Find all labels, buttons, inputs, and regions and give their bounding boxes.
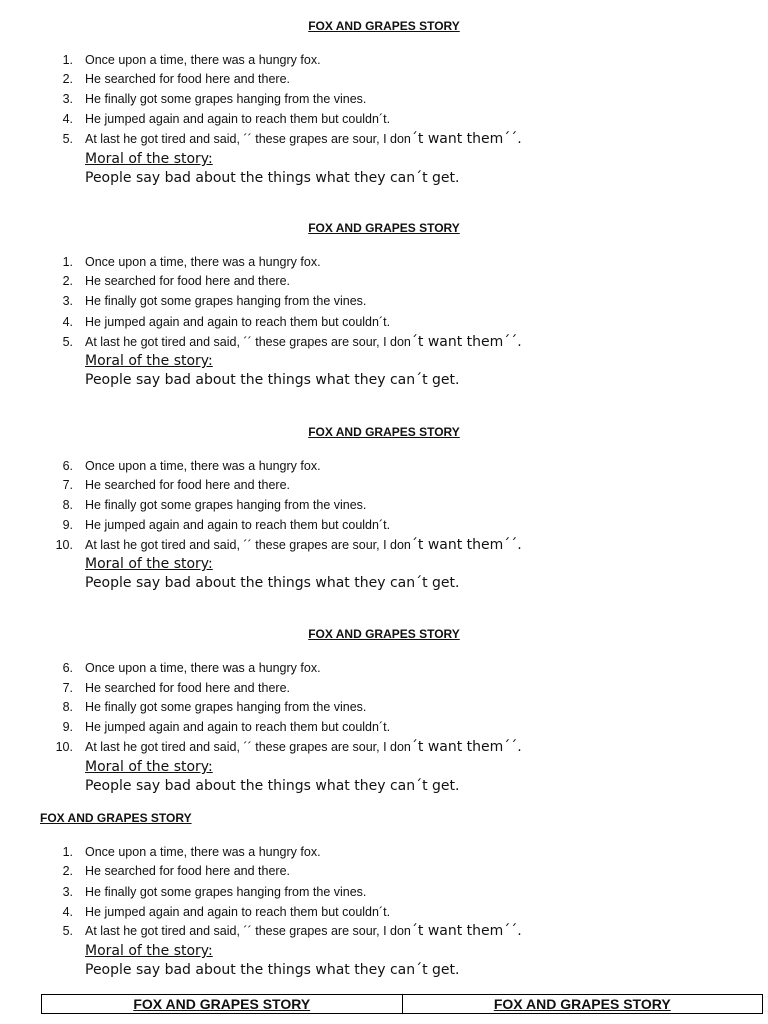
item-text: He finally got some grapes hanging from the vines. [85,498,367,512]
table-cell-left: FOX AND GRAPES STORY [133,996,311,1012]
item-number: 4. [62,315,73,329]
moral-label: Moral of the story: [85,353,213,369]
item-number: 2. [62,864,73,878]
moral-text: People say bad about the things what they can´t get. [85,575,460,591]
item-number: 6. [62,459,73,473]
item-text: He finally got some grapes hanging from the vines. [85,885,367,899]
item-number: 3. [62,885,73,899]
item-text [85,537,522,553]
item-text: He jumped again and again to reach them but couldn´t. [85,315,391,329]
story-title: FOX AND GRAPES STORY [308,221,460,235]
item-number: 5. [62,924,73,938]
item-number: 10. [55,740,73,754]
item-text: He searched for food here and there. [85,72,290,86]
moral-text: People say bad about the things what they can´t get. [85,778,460,794]
item-text-part: At last he got tired and said, ´´ these grapes are sour, I don [85,132,411,146]
item-text: Once upon a time, there was a hungry fox. [85,661,321,675]
item-text: Once upon a time, there was a hungry fox. [85,53,321,67]
moral-label: Moral of the story: [85,151,213,167]
item-text-part: ´t want them´´. [410,739,522,755]
moral-label: Moral of the story: [85,556,213,572]
story-table-row [41,994,763,1014]
item-number: 4. [62,905,73,919]
item-number: 5. [62,335,73,349]
moral-text: People say bad about the things what they can´t get. [85,962,460,978]
item-text-part: ´t want them´´. [410,923,522,939]
item-number: 1. [62,845,73,859]
item-number: 2. [62,72,73,86]
item-text-part: At last he got tired and said, ´´ these grapes are sour, I don [85,335,411,349]
item-text: He finally got some grapes hanging from the vines. [85,700,367,714]
item-text: Once upon a time, there was a hungry fox. [85,255,321,269]
table-cell-right: FOX AND GRAPES STORY [402,995,763,1013]
item-text [85,131,522,147]
moral-label: Moral of the story: [85,943,213,959]
item-number: 7. [62,478,73,492]
item-text-part: At last he got tired and said, ´´ these grapes are sour, I don [85,924,411,938]
item-text: He jumped again and again to reach them but couldn´t. [85,720,391,734]
item-text-part: ´t want them´´. [410,537,522,553]
item-text-part: ´t want them´´. [410,131,522,147]
story-title: FOX AND GRAPES STORY [40,811,192,825]
item-text [85,739,522,755]
item-text: He finally got some grapes hanging from the vines. [85,92,367,106]
moral-label: Moral of the story: [85,759,213,775]
item-text-part: At last he got tired and said, ´´ these grapes are sour, I don [85,740,411,754]
item-text: He searched for food here and there. [85,681,290,695]
moral-text: People say bad about the things what they can´t get. [85,170,460,186]
item-text: He jumped again and again to reach them but couldn´t. [85,905,391,919]
item-number: 7. [62,681,73,695]
item-text: He finally got some grapes hanging from the vines. [85,294,367,308]
item-number: 9. [62,518,73,532]
item-number: 3. [62,92,73,106]
item-number: 1. [62,53,73,67]
item-number: 2. [62,274,73,288]
item-text: Once upon a time, there was a hungry fox. [85,845,321,859]
item-text: He jumped again and again to reach them but couldn´t. [85,518,391,532]
item-number: 5. [62,132,73,146]
item-text: Once upon a time, there was a hungry fox. [85,459,321,473]
item-text-part: ´t want them´´. [410,334,522,350]
item-number: 6. [62,661,73,675]
story-title: FOX AND GRAPES STORY [308,19,460,33]
moral-text: People say bad about the things what they can´t get. [85,372,460,388]
story-title: FOX AND GRAPES STORY [308,627,460,641]
item-number: 1. [62,255,73,269]
item-text: He searched for food here and there. [85,478,290,492]
item-number: 10. [55,538,73,552]
item-text: He searched for food here and there. [85,864,290,878]
story-title: FOX AND GRAPES STORY [308,425,460,439]
item-text: He searched for food here and there. [85,274,290,288]
item-text [85,923,522,939]
item-number: 4. [62,112,73,126]
item-number: 3. [62,294,73,308]
item-text [85,334,522,350]
item-text: He jumped again and again to reach them but couldn´t. [85,112,391,126]
item-text-part: At last he got tired and said, ´´ these grapes are sour, I don [85,538,411,552]
item-number: 9. [62,720,73,734]
item-number: 8. [62,700,73,714]
item-number: 8. [62,498,73,512]
